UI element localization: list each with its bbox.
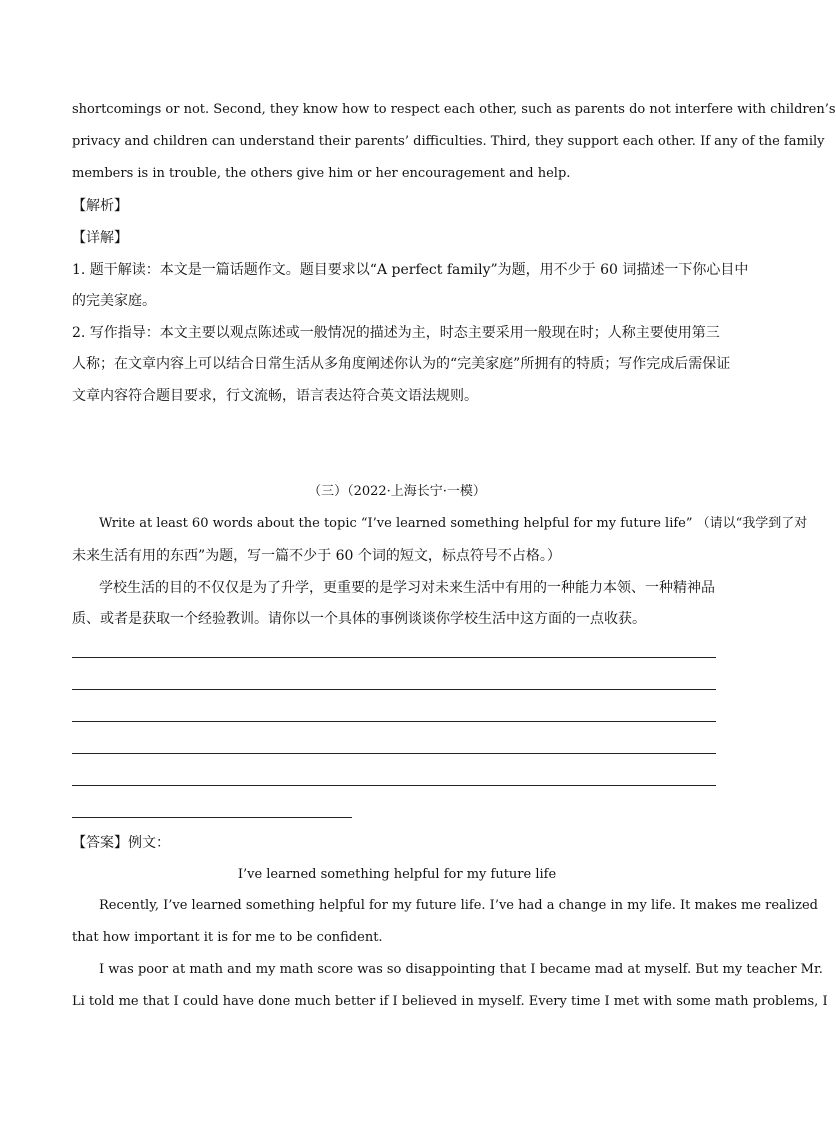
writing-line xyxy=(72,657,716,658)
section-heading: （三）（2022·上海长宁·一模） xyxy=(308,484,486,499)
prev-essay-line: members is in trouble, the others give him or her encouragement and help. xyxy=(72,166,571,181)
prompt-line: 学校生活的目的不仅仅是为了升学，更重要的是学习对未来生活中有用的一种能力本领、一种精神品 xyxy=(99,580,715,596)
writing-line xyxy=(72,753,716,754)
writing-line xyxy=(72,721,716,722)
answer-label: 【答案】例文： xyxy=(72,835,170,851)
writing-line-short xyxy=(72,817,352,818)
essay-line: Recently, I’ve learned something helpful for my future life. I’ve had a change in my life. It makes me realized xyxy=(99,898,818,913)
detail-line: 人称；在文章内容上可以结合日常生活从多角度阐述你认为的“完美家庭”所拥有的特质；写作完成后需保证 xyxy=(72,356,731,372)
writing-line xyxy=(72,689,716,690)
writing-line xyxy=(72,785,716,786)
essay-title: I’ve learned something helpful for my future life xyxy=(237,867,557,882)
essay-line: that how important it is for me to be confident. xyxy=(72,930,383,945)
detail-line: 文章内容符合题目要求，行文流畅，语言表达符合英文语法规则。 xyxy=(72,388,478,404)
prev-essay-line: privacy and children can understand their parents’ difficulties. Third, they support each other. If any of the family xyxy=(72,134,825,149)
detail-label: 【详解】 xyxy=(72,230,128,246)
detail-line: 的完美家庭。 xyxy=(72,293,156,309)
analysis-label: 【解析】 xyxy=(72,198,128,214)
prompt-line: Write at least 60 words about the topic “I’ve learned something helpful for my future life” （请以“我学到了对 xyxy=(99,516,808,531)
essay-line: I was poor at math and my math score was so disappointing that I became mad at myself. But my teacher Mr. xyxy=(99,962,823,977)
prev-essay-line: shortcomings or not. Second, they know how to respect each other, such as parents do not interfere with children’s xyxy=(72,102,836,117)
essay-line: Li told me that I could have done much better if I believed in myself. Every time I met with some math problems, I xyxy=(72,994,828,1009)
detail-line: 1. 题干解读：本文是一篇话题作文。题目要求以“A perfect family”为题，用不少于 60 词描述一下你心目中 xyxy=(72,262,749,278)
detail-line: 2. 写作指导：本文主要以观点陈述或一般情况的描述为主，时态主要采用一般现在时；人称主要使用第三 xyxy=(72,325,720,341)
prompt-line: 质、或者是获取一个经验教训。请你以一个具体的事例谈谈你学校生活中这方面的一点收获。 xyxy=(72,611,646,627)
prompt-line: 未来生活有用的东西”为题，写一篇不少于 60 个词的短文，标点符号不占格。） xyxy=(72,548,561,564)
